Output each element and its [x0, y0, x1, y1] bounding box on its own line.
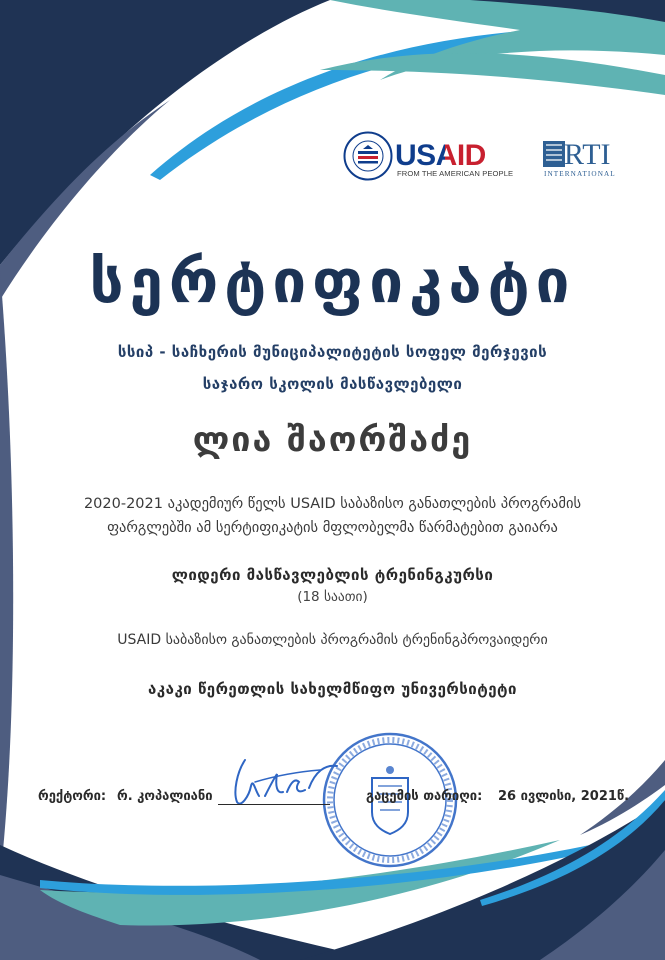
- rti-logo: RTI: [564, 138, 611, 171]
- rector-signature-icon: [225, 752, 345, 812]
- usaid-logo-text: USAID: [395, 139, 486, 172]
- rector-label: რექტორი:: [38, 789, 107, 804]
- usaid-logo: [395, 139, 486, 173]
- body-text-line-1: 2020-2021 აკადემიურ წელს USAID საბაზისო განათლების პროგრამის: [83, 496, 582, 512]
- course-hours: (18 საათი): [297, 589, 368, 605]
- issue-date: 26 ივლისი, 2021წ.: [498, 789, 630, 804]
- issue-date-label: გაცემის თარიღი:: [366, 789, 483, 804]
- rti-subtitle: INTERNATIONAL: [544, 170, 616, 178]
- signature-line: [218, 804, 330, 805]
- organization-line-2: საჯარო სკოლის მასწავლებელი: [202, 375, 463, 393]
- course-title: ლიდერი მასწავლებლის ტრენინგკურსი: [171, 566, 494, 584]
- recipient-name: ლია შაორშაძე: [192, 420, 473, 460]
- usaid-tagline: FROM THE AMERICAN PEOPLE: [397, 169, 514, 178]
- organization-line-1: სსიპ - საჩხერის მუნიციპალიტეტის სოფელ მერჯევის: [117, 343, 548, 361]
- rector-name: რ. კოპალიანი: [117, 789, 213, 804]
- provider-line: USAID საბაზისო განათლების პროგრამის ტრენინგპროვაიდერი: [117, 632, 548, 648]
- usaid-seal-icon: [343, 131, 393, 181]
- rti-globe-icon: [543, 141, 565, 167]
- university-name: აკაკი წერეთლის სახელმწიფო უნივერსიტეტი: [148, 680, 517, 698]
- body-text-line-2: ფარგლებში ამ სერტიფიკატის მფლობელმა წარმატებით გაიარა: [107, 520, 558, 536]
- certificate-title: სერტიფიკატი: [89, 247, 576, 317]
